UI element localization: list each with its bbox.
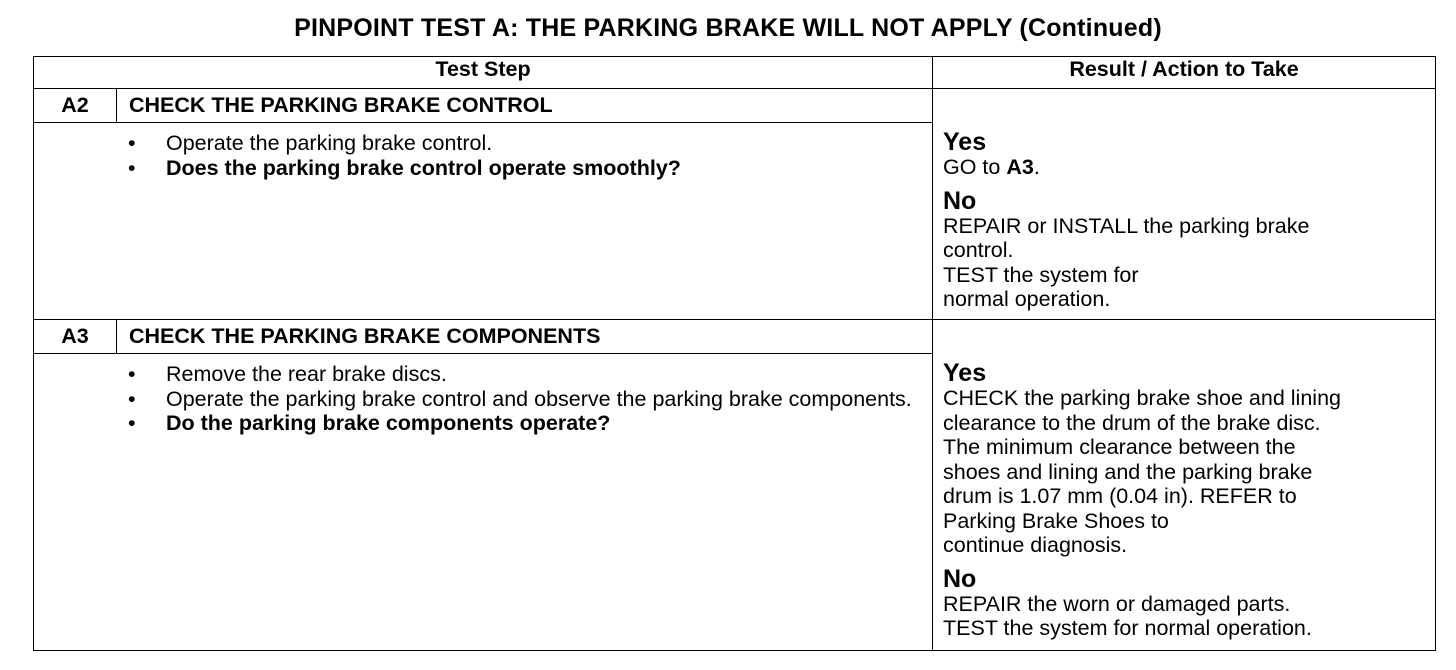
bullet-icon: •: [128, 386, 136, 411]
question-text: Do the parking brake components operate?: [166, 411, 611, 435]
step-a3-instructions: [34, 354, 933, 651]
pinpoint-test-table: [33, 56, 1436, 651]
step-id: A2: [34, 89, 117, 123]
step-title: CHECK THE PARKING BRAKE CONTROL: [117, 89, 933, 123]
bullet-icon: •: [128, 131, 136, 155]
bullet-icon: •: [128, 362, 136, 386]
column-header-result: Result / Action to Take: [933, 57, 1436, 89]
yes-action-line: drum is 1.07 mm (0.04 in). REFER to: [943, 484, 1297, 508]
list-item: [34, 362, 932, 387]
instruction-text: Remove the rear brake discs.: [166, 362, 447, 386]
yes-action-text: GO to: [943, 155, 1007, 179]
yes-action-line: clearance to the drum of the brake disc.: [943, 410, 1321, 435]
yes-action: [943, 386, 1427, 558]
step-a3-result: [933, 320, 1436, 651]
no-action-line: control.: [943, 238, 1014, 262]
step-reference: A3: [1006, 155, 1034, 179]
step-id: A3: [34, 320, 117, 354]
no-action-line: REPAIR or INSTALL the parking brake: [943, 213, 1310, 238]
question-text: Does the parking brake control operate smoothly?: [166, 155, 681, 180]
yes-label: Yes: [943, 128, 987, 156]
no-action-line: REPAIR the worn or damaged parts.: [943, 591, 1291, 616]
bullet-list: [34, 123, 932, 180]
yes-label: Yes: [943, 359, 987, 387]
step-a3-title-row: [34, 320, 1436, 354]
page-title: PINPOINT TEST A: THE PARKING BRAKE WILL NOT APPLY (Continued): [294, 14, 1162, 42]
instruction-text: Operate the parking brake control and observe the parking brake components.: [166, 386, 912, 411]
bullet-icon: •: [128, 155, 136, 180]
list-item: [34, 387, 932, 412]
column-header-test-step: Test Step: [34, 57, 933, 89]
yes-action-line: shoes and lining and the parking brake: [943, 459, 1313, 484]
yes-action-line: Parking Brake Shoes to: [943, 508, 1169, 533]
step-a2-title-row: [34, 89, 1436, 123]
step-title: CHECK THE PARKING BRAKE COMPONENTS: [117, 320, 933, 354]
step-a2-result: [933, 89, 1436, 320]
step-a2-instructions: [34, 123, 933, 320]
yes-action-line: The minimum clearance between the: [943, 435, 1296, 459]
list-item: [34, 411, 932, 436]
no-action: [943, 592, 1427, 641]
bullet-list: [34, 354, 932, 436]
yes-action: [943, 155, 1427, 180]
no-action-line: TEST the system for normal operation.: [943, 616, 1312, 640]
yes-action-line: continue diagnosis.: [943, 533, 1128, 557]
table-header-row: [34, 57, 1436, 89]
no-action-line: TEST the system for: [943, 262, 1139, 287]
no-action: [943, 214, 1427, 312]
bullet-icon: •: [128, 411, 136, 435]
no-label: No: [943, 564, 977, 593]
no-label: No: [943, 186, 977, 215]
list-item: [34, 131, 932, 156]
instruction-text: Operate the parking brake control.: [166, 131, 493, 155]
yes-action-line: CHECK the parking brake shoe and lining: [943, 386, 1341, 410]
yes-action-suffix: .: [1033, 155, 1040, 179]
list-item: [34, 156, 932, 181]
no-action-line: normal operation.: [943, 287, 1111, 311]
